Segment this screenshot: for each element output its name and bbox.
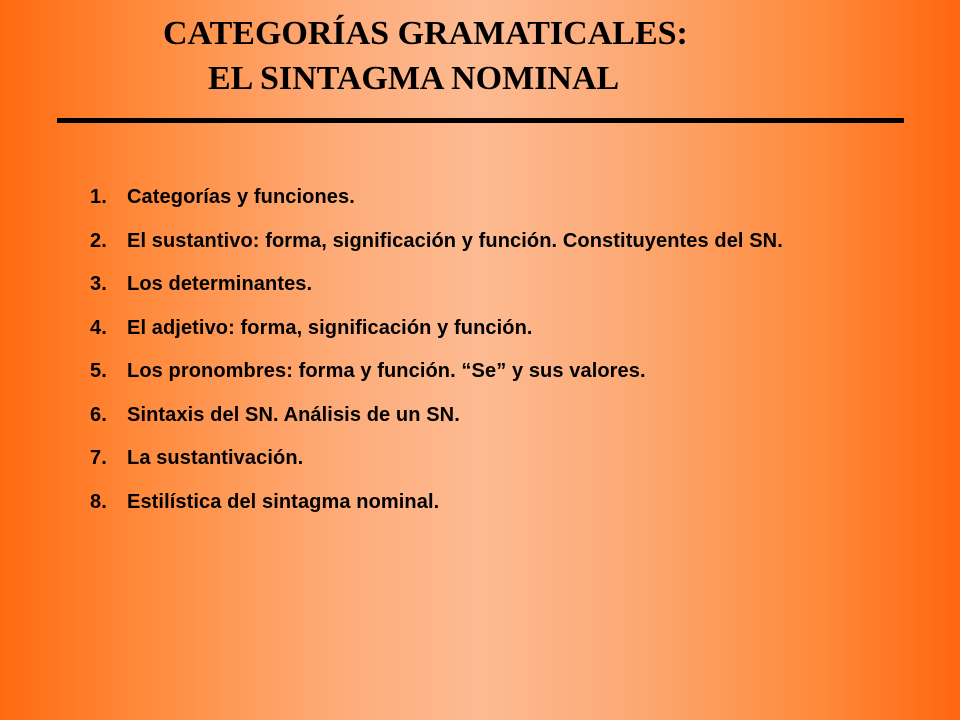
topic-text: Categorías y funciones.: [127, 186, 355, 208]
topic-text: El sustantivo: forma, significación y función. Constituyentes del SN.: [127, 229, 783, 252]
topic-number: 6.: [90, 403, 107, 426]
topic-number: 5.: [90, 360, 107, 382]
topic-number: 8.: [90, 490, 107, 513]
title-divider: [57, 118, 904, 123]
topic-number: 3.: [90, 273, 107, 295]
topic-number: 7.: [90, 447, 107, 469]
topic-number: 4.: [90, 316, 107, 339]
title-line-2: EL SINTAGMA NOMINAL: [208, 60, 620, 97]
topic-number: 1.: [90, 186, 107, 208]
topic-text: El adjetivo: forma, significación y función.: [127, 316, 533, 339]
title-line-1: CATEGORÍAS GRAMATICALES:: [163, 15, 688, 52]
topic-text: Los determinantes.: [127, 273, 313, 295]
topic-text: La sustantivación.: [127, 447, 304, 469]
topic-number: 2.: [90, 229, 107, 252]
topic-text: Estilística del sintagma nominal.: [127, 490, 440, 513]
topic-text: Los pronombres: forma y función. “Se” y sus valores.: [127, 360, 646, 382]
topic-text: Sintaxis del SN. Análisis de un SN.: [127, 403, 460, 426]
